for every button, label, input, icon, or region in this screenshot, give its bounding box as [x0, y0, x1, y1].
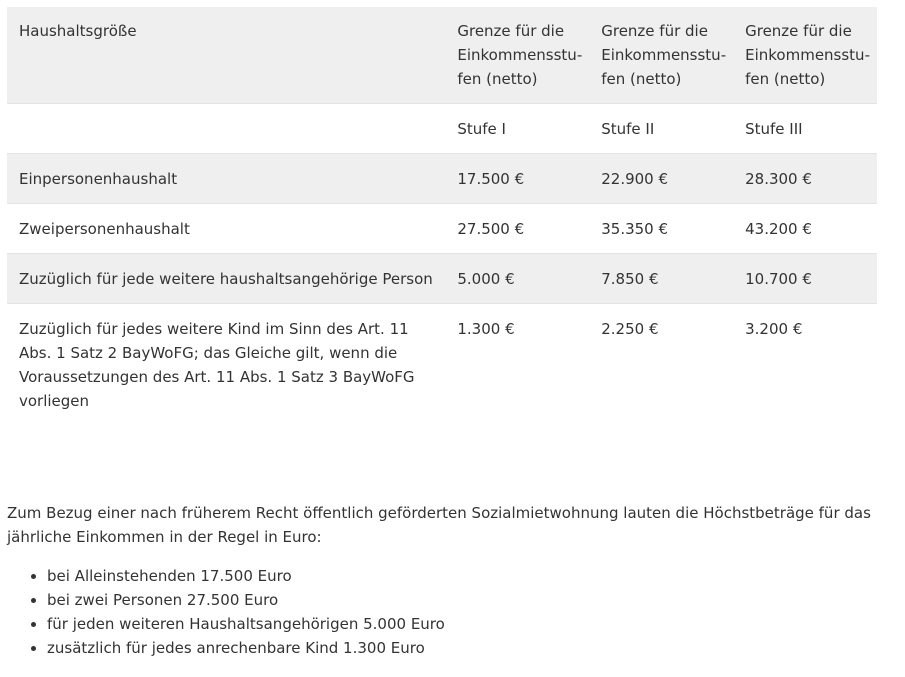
stufen-empty-cell: [7, 104, 445, 154]
intro-paragraph: Zum Bezug einer nach früherem Recht öffentlich geförderten Sozialmietwohnung lauten die Höchstbeträge für das jährliche Einkommen in der Regel in Euro:: [7, 504, 871, 546]
table-row: [7, 204, 877, 254]
header-grenze-stufe-3: Grenze für die Einkommensstu-fen (netto): [733, 7, 877, 104]
table-header-row: [7, 7, 877, 104]
row-value-stufe-1: 5.000 €: [445, 254, 589, 304]
row-label: Zweipersonenhaushalt: [7, 204, 445, 254]
stufe-1-label: Stufe I: [445, 104, 589, 154]
table-stufen-row: [7, 104, 877, 154]
income-limits-table: [7, 7, 877, 425]
row-label: Einpersonenhaushalt: [7, 154, 445, 204]
bullet-list: [7, 564, 887, 660]
table-row: [7, 304, 877, 426]
row-value-stufe-1: 1.300 €: [445, 304, 589, 426]
row-value-stufe-2: 7.850 €: [589, 254, 733, 304]
table-row: [7, 154, 877, 204]
list-item: • bei Alleinstehenden 17.500 Euro: [47, 564, 887, 588]
stufe-3-label: Stufe III: [733, 104, 877, 154]
header-grenze-stufe-1: Grenze für die Einkommensstu-fen (netto): [445, 7, 589, 104]
list-item: • bei zwei Personen 27.500 Euro: [47, 588, 887, 612]
header-grenze-stufe-2: Grenze für die Einkommensstu-fen (netto): [589, 7, 733, 104]
table-row: [7, 254, 877, 304]
list-item: • für jeden weiteren Haushaltsangehörigen 5.000 Euro: [47, 612, 887, 636]
row-value-stufe-3: 3.200 €: [733, 304, 877, 426]
text-block: [7, 501, 887, 660]
row-label: Zuzüglich für jede weitere haushaltsangehörige Person: [7, 254, 445, 304]
row-value-stufe-1: 27.500 €: [445, 204, 589, 254]
stufe-2-label: Stufe II: [589, 104, 733, 154]
row-value-stufe-1: 17.500 €: [445, 154, 589, 204]
row-value-stufe-3: 10.700 €: [733, 254, 877, 304]
row-value-stufe-2: 35.350 €: [589, 204, 733, 254]
row-label: Zuzüglich für jedes weitere Kind im Sinn des Art. 11 Abs. 1 Satz 2 BayWoFG; das Gleiche gilt, wenn die Voraussetzungen des Art. 11 Abs. 1 Satz 3 BayWoFG vorliegen: [7, 304, 445, 426]
row-value-stufe-2: 22.900 €: [589, 154, 733, 204]
row-value-stufe-3: 43.200 €: [733, 204, 877, 254]
list-item: • zusätzlich für jedes anrechenbare Kind 1.300 Euro: [47, 636, 887, 660]
header-haushaltsgroesse: Haushaltsgröße: [7, 7, 445, 104]
row-value-stufe-2: 2.250 €: [589, 304, 733, 426]
row-value-stufe-3: 28.300 €: [733, 154, 877, 204]
